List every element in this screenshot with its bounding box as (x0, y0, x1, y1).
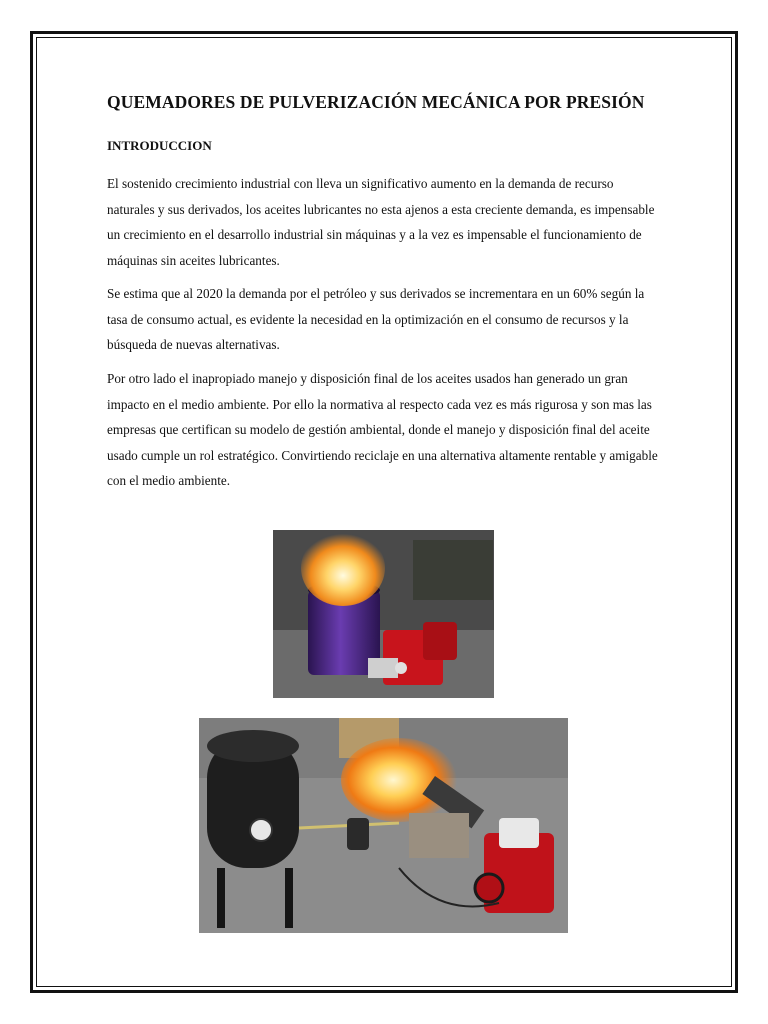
oil-tank-burner-photo (199, 718, 568, 933)
burner-flame-barrel-photo (273, 530, 494, 698)
paragraph-2: Se estima que al 2020 la demanda por el petróleo y sus derivados se incrementara en un 60% según la tasa de consumo actual, es evidente la necesidad en la optimización en el consumo de recursos y la búsqueda de nuevas alternativas. (107, 286, 645, 352)
document-title: QUEMADORES DE PULVERIZACIÓN MECÁNICA POR PRESIÓN (107, 92, 645, 112)
section-heading: INTRODUCCION (107, 138, 212, 153)
paragraph-3: Por otro lado el inapropiado manejo y disposición final de los aceites usados han generado un gran impacto en el medio ambiente. Por ello la normativa al respecto cada vez es más rigurosa y son mas las empresas que certifican su modelo de gestión ambiental, donde el manejo y disposición final del aceite usado cumple un rol estratégico. Convirtiendo reciclaje en una alternativa altamente rentable y amigable con el medio ambiente. (107, 371, 658, 488)
paragraph-1: El sostenido crecimiento industrial con lleva un significativo aumento en la demanda de recurso naturales y sus derivados, los aceites lubricantes no esta ajenos a esta creciente demanda, es impensable un crecimiento en el desarrollo industrial sin máquinas y a la vez es impensable el funcionamiento de máquinas sin aceites lubricantes. (107, 176, 655, 268)
